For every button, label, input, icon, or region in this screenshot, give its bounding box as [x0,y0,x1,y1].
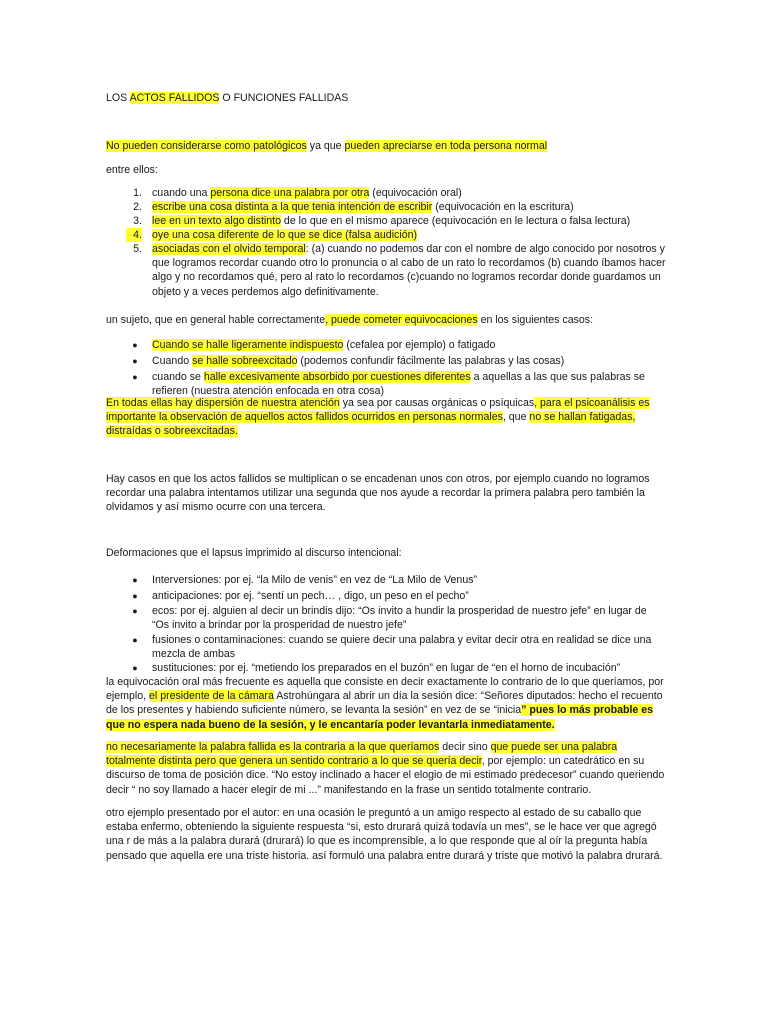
list-number: 2. [133,201,142,213]
list-item-text: fusiones o contaminaciones: cuando se quiere decir una palabra y evitar decir otra en realidad se dice una mezcla de ambas [152,634,652,661]
hay-casos-paragraph: Hay casos en que los actos fallidos se multiplican o se encadenan unos con otros, por ejemplo cuando no logramos recordar una palabra intentamos utilizar una segunda que nos ayude a recordar la primera palabra pero también la olvidamos y así mismo ocurre con una tercera. [106,473,650,514]
bullet-icon: ● [132,575,138,585]
list-number: 4. [126,228,142,242]
list-item-text: asociadas con el olvido temporal: (a) cuando no podemos dar con el nombre de algo conocido por nosotros y que logramos recordar cuando otro lo pronuncia o al cabo de un rato lo recordamos (b) cuando íbamos hacer algo y no recordamos qué, pero al rato lo recordamos (c)cuando no logramos recordar donde guardamos un objeto y a veces perdemos algo definitivamente. [152,243,666,298]
bullet-icon: ● [132,663,138,673]
entre-ellos: entre ellos: [106,164,158,176]
bullet-icon: ● [132,340,138,350]
intro-highlight-1: No pueden considerarse como patológicos [106,140,307,152]
list-item-text: Interversiones: por ej. “la Milo de venis” en vez de “La Milo de Venus” [152,574,478,586]
list-item-text: Cuando se halle sobreexcitado (podemos confundir fácilmente las palabras y las cosas) [152,355,565,367]
intro-text: ya que [306,140,345,152]
bullet-icon: ● [132,635,138,645]
list-number: 1. [133,187,142,199]
list-item-text: sustituciones: por ej. “metiendo los preparados en el buzón” en lugar de “en el horno de incubación” [152,662,621,674]
list-item-text: cuando una persona dice una palabra por otra (equivocación oral) [152,187,462,199]
sujeto-paragraph: un sujeto, que en general hable correctamente, puede cometer equivocaciones en los siguientes casos: [106,314,594,326]
list-item-text: cuando se halle excesivamente absorbido por cuestiones diferentes a aquellas a las que sus palabras se refieren (nuestra atención enfocada en otra cosa) [152,371,645,398]
list-number: 3. [133,215,142,227]
list-item-text: anticipaciones: por ej. “sentí un pech… , digo, un peso en el pecho” [152,590,469,602]
deformaciones-heading: Deformaciones que el lapsus imprimido al discurso intencional: [106,547,402,559]
list-number: 5. [133,243,142,255]
list-item-text: ecos: por ej. alguien al decir un brindis dijo: “Os invito a hundir la prosperidad de nuestro jefe” en lugar de “Os invito a brindar por la prosperidad de nuestro jefe” [152,605,647,632]
list-item-text: oye una cosa diferente de lo que se dice (falsa audición) [152,229,418,241]
bullet-icon: ● [132,372,138,382]
no-necesariamente-paragraph: no necesariamente la palabra fallida es la contraria a la que queríamos decir sino que puede ser una palabra totalmente distinta pero que genera un sentido contrario a lo que se quería decir, por ejemplo: un catedrático en su discurso de toma de posición dice. “No estoy inclinado a hacer el elogio de mi estimado predecesor” cuando queriendo decir “ no soy llamado a hacer elegir de mi ...” manifestando en la frase un sentido totalmente contrario. [106,741,665,796]
page-title [106,91,666,105]
list-item-text: escribe una cosa distinta a la que tenia intención de escribir (equivocación en la escritura) [152,201,574,213]
intro-paragraph [106,139,666,153]
list-item-text: Cuando se halle ligeramente indispuesto (cefalea por ejemplo) o fatigado [152,339,496,351]
todas-paragraph: En todas ellas hay dispersión de nuestra atención ya sea por causas orgánicas o psíquicas, para el psicoanálisis es importante la observación de aquellos actos fallidos ocurridos en personas normales, que no se hallan fatigadas, distraídas o sobreexcitadas. [106,397,650,438]
title-prefix: LOS [106,92,130,104]
title-suffix: O FUNCIONES FALLIDAS [219,92,349,104]
title-highlight: ACTOS FALLIDOS [129,92,220,104]
bullet-icon: ● [132,591,138,601]
equivocacion-paragraph: la equivocación oral más frecuente es aquella que consiste en decir exactamente lo contrario de lo que queríamos, por ejemplo, el presidente de la cámara Astrohúngara al abrir un día la sesión dice: “Señores diputados: hecho el recuento de los presentes y habiendo suficiente número, se levanta la sesión” en vez de se “inicia” pues lo más probable es que no espera nada bueno de la sesión, y le encantaría poder levantarla inmediatamente. [106,676,664,731]
bullet-icon: ● [132,356,138,366]
bullet-icon: ● [132,606,138,616]
list-item-text: lee en un texto algo distinto de lo que en el mismo aparece (equivocación en le lectura o falsa lectura) [152,215,631,227]
intro-highlight-2: pueden apreciarse en toda persona normal [344,140,548,152]
otro-ejemplo-paragraph: otro ejemplo presentado por el autor: en una ocasión le preguntó a un amigo respecto al estado de su caballo que estaba enfermo, obteniendo la siguiente respuesta “si, esto drurará quizá todavía un mes”, se le hace ver que agregó una r de más a la palabra durará (drurará) lo que es incomprensible, a lo que responde que al oír la pregunta había pensado que aquella ere una triste historia. así formuló una palabra entre durará y triste que motivó la palabra drurará. [106,807,663,862]
